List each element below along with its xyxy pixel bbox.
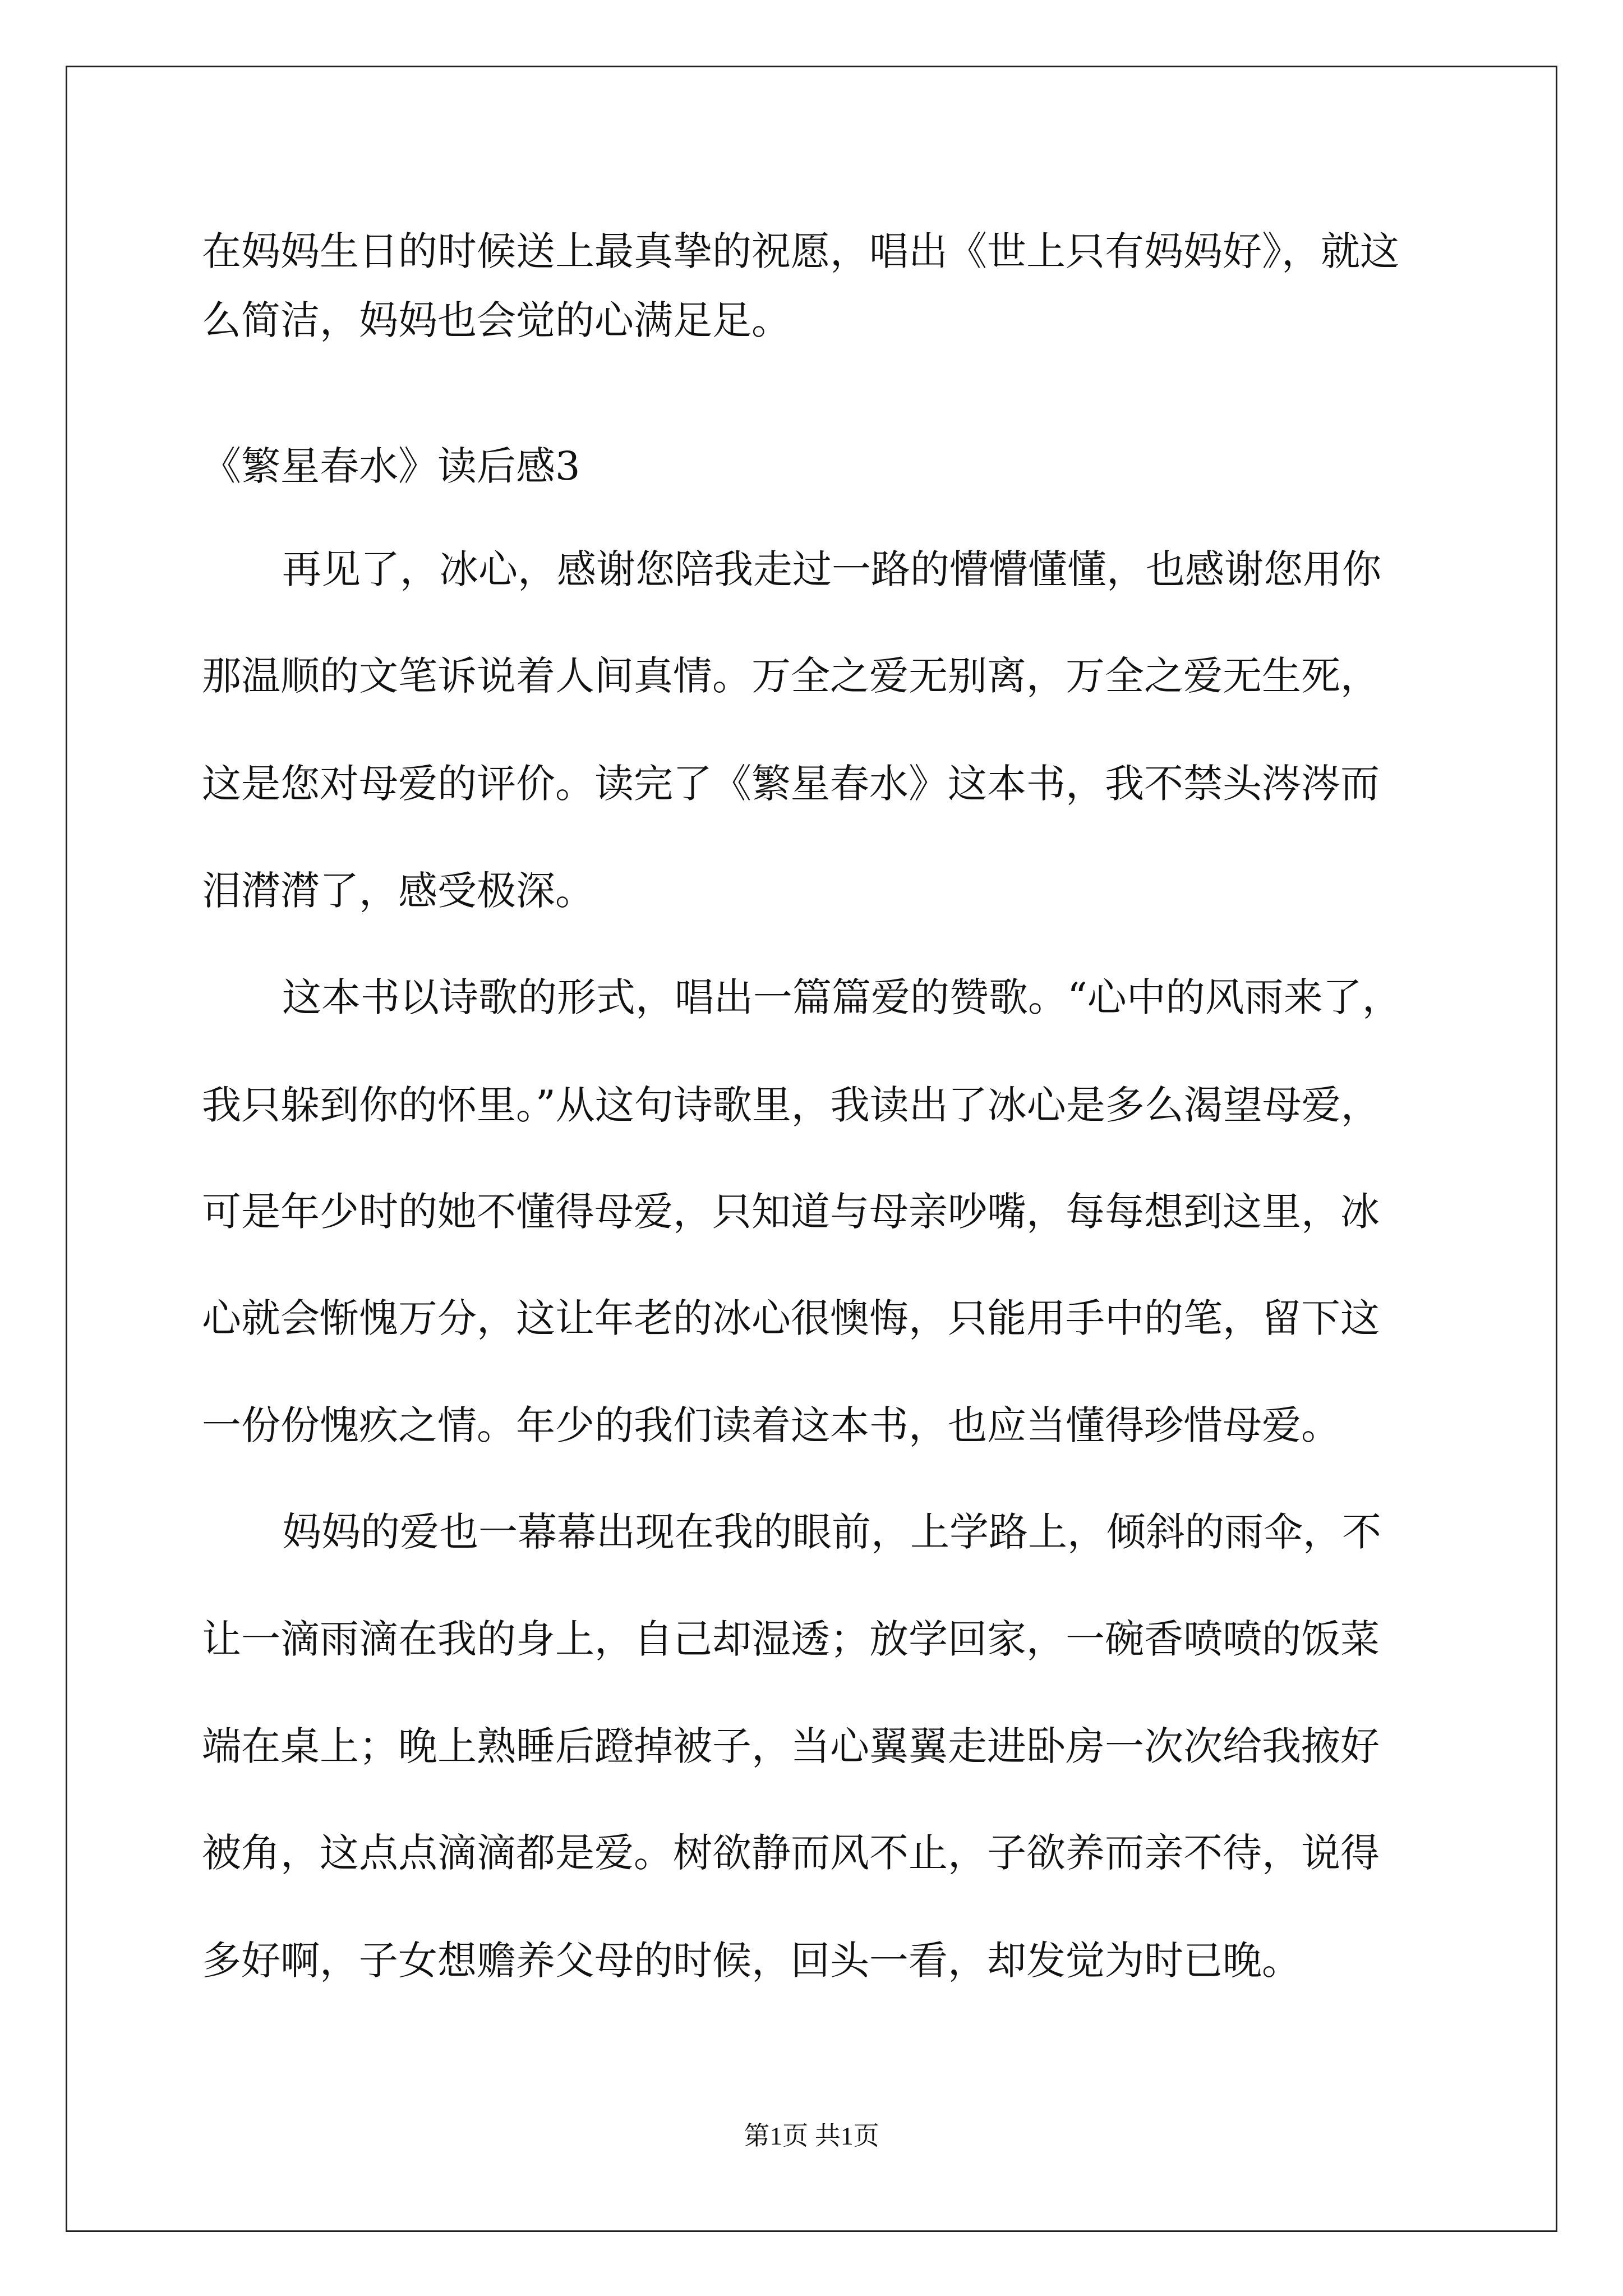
page-footer: 第1页 共1页 [744,2122,879,2150]
text-line: 心就会惭愧万分，这让年老的冰心很懊悔，只能用手中的笔，留下这 [202,1295,1380,1341]
text-line: 让一滴雨滴在我的身上，自己却湿透；放学回家，一碗香喷喷的饭菜 [202,1616,1380,1662]
text-line: 泪潸潸了，感受极深。 [202,868,594,914]
text-line: 多好啊，子女想赡养父母的时候，回头一看，却发觉为时已晚。 [202,1938,1301,1984]
section-heading: 《繁星春水》读后感3 [202,443,580,489]
text-line: 我只躲到你的怀里。”从这句诗歌里，我读出了冰心是多么渴望母爱， [202,1082,1380,1128]
text-line: 那温顺的文笔诉说着人间真情。万全之爱无别离，万全之爱无生死， [202,653,1380,699]
text-line: 再见了，冰心，感谢您陪我走过一路的懵懵懂懂，也感谢您用你 [282,546,1381,592]
text-line: 这是您对母爱的评价。读完了《繁星春水》这本书，我不禁头涔涔而 [202,761,1380,807]
text-line: 么简洁，妈妈也会觉的心满足足。 [202,297,791,343]
text-line: 妈妈的爱也一幕幕出现在我的眼前，上学路上，倾斜的雨伞，不 [282,1509,1381,1555]
text-line: 端在桌上；晚上熟睡后蹬掉被子，当心翼翼走进卧房一次次给我掖好 [202,1723,1380,1769]
text-line: 被角，这点点滴滴都是爱。树欲静而风不止，子欲养而亲不待，说得 [202,1830,1380,1876]
text-line: 这本书以诗歌的形式，唱出一篇篇爱的赞歌。“心中的风雨来了， [282,974,1401,1020]
text-line: 在妈妈生日的时候送上最真挚的祝愿，唱出《世上只有妈妈好》，就这 [202,228,1399,274]
text-line: 一份份愧疚之情。年少的我们读着这本书，也应当懂得珍惜母爱。 [202,1402,1340,1448]
text-line: 可是年少时的她不懂得母爱，只知道与母亲吵嘴，每每想到这里，冰 [202,1189,1380,1235]
page-border [66,66,1557,2232]
